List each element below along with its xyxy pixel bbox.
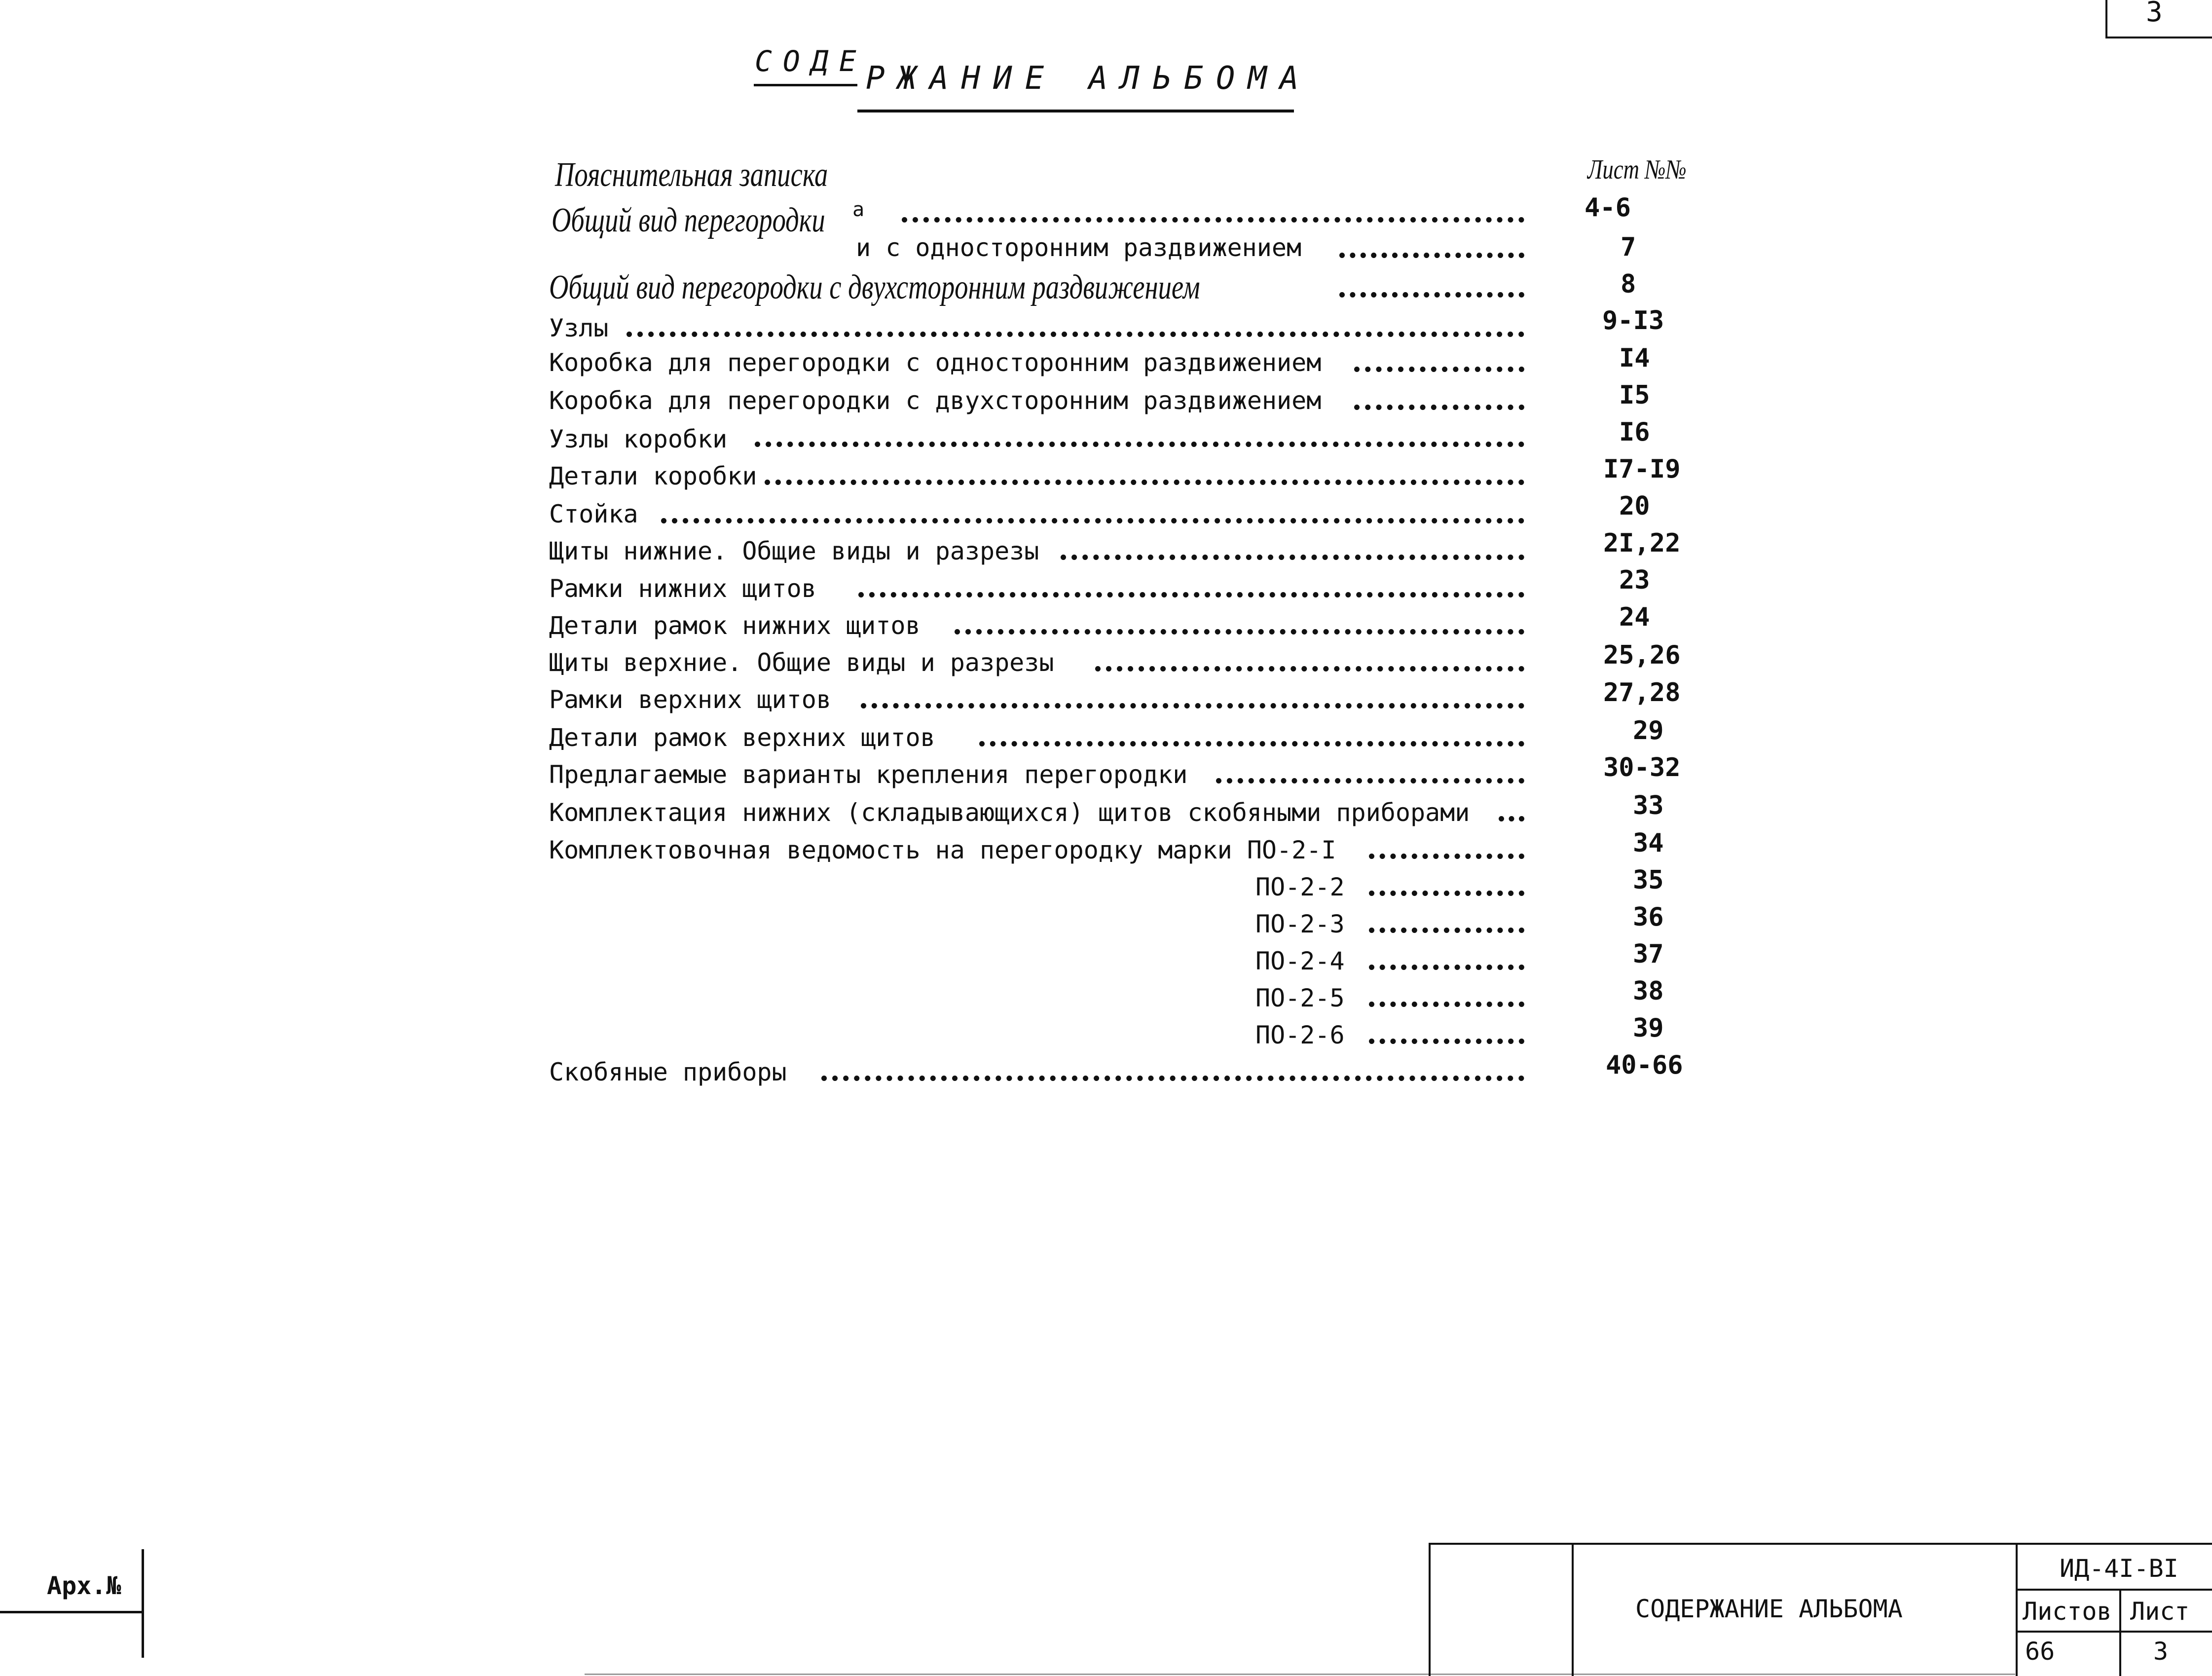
corner-sheet-number: 3 xyxy=(2146,0,2163,28)
contents-row-page: 25,26 xyxy=(1603,640,1681,670)
contents-row-label: ПО-2-6 xyxy=(1255,1021,1345,1049)
contents-row-page: 7 xyxy=(1621,232,1636,262)
contents-row-label: Щиты верхние. Общие виды и разрезы xyxy=(549,648,1054,677)
dot-leader xyxy=(955,629,1524,634)
dot-leader xyxy=(1339,253,1524,258)
contents-row-page: 33 xyxy=(1633,791,1664,820)
contents-row-label: Узлы xyxy=(549,314,609,342)
album-title-part1: СОДЕ xyxy=(755,44,867,78)
contents-row-page: 40-66 xyxy=(1606,1050,1683,1080)
contents-row-label: ПО-2-4 xyxy=(1255,947,1345,975)
sheet-column-header: Лист №№ xyxy=(1587,154,1687,185)
contents-row-label: Узлы коробки xyxy=(549,425,728,453)
contents-row-label: Детали рамок верхних щитов xyxy=(549,723,935,752)
contents-row-label: Комплектация нижних (складывающихся) щитов скобяными приборами xyxy=(549,798,1470,827)
contents-row-label: Скобяные приборы xyxy=(549,1058,787,1086)
contents-row-page: 36 xyxy=(1633,902,1664,932)
superscript-a: а xyxy=(852,198,865,221)
dot-leader xyxy=(661,518,1524,523)
contents-row-page: 30-32 xyxy=(1603,753,1681,782)
contents-row-label: Коробка для перегородки с двухсторонним раздвижением xyxy=(549,386,1322,415)
dot-leader xyxy=(1369,928,1524,933)
dot-leader xyxy=(1216,778,1524,783)
contents-row-page: 38 xyxy=(1633,976,1664,1006)
contents-row-label: ПО-2-5 xyxy=(1255,984,1345,1012)
contents-row-label: и с односторонним раздвижением xyxy=(856,233,1302,262)
contents-row-page: 8 xyxy=(1621,269,1636,299)
contents-row-page: 2I,22 xyxy=(1603,528,1681,558)
contents-row-page: 27,28 xyxy=(1603,678,1681,708)
title-underline-1 xyxy=(754,84,857,86)
dot-leader xyxy=(1354,367,1524,372)
contents-row-page: 39 xyxy=(1633,1013,1664,1043)
dot-leader xyxy=(1369,965,1524,970)
dot-leader xyxy=(858,592,1524,597)
title-block-divider xyxy=(1572,1543,1574,1676)
dot-leader xyxy=(821,1076,1524,1081)
archive-box xyxy=(0,1549,144,1658)
contents-row-label: Пояснительная записка xyxy=(555,156,828,194)
dot-leader xyxy=(1354,405,1524,410)
title-block-divider xyxy=(2016,1631,2212,1633)
contents-row-label: Общий вид перегородки с двухсторонним раздвижением xyxy=(549,268,1200,306)
contents-row-label: Коробка для перегородки с односторонним раздвижением xyxy=(549,348,1322,377)
dot-leader xyxy=(1369,1039,1524,1044)
contents-row-label: Предлагаемые варианты крепления перегородки xyxy=(549,760,1188,789)
archive-number-label: Арх.№ xyxy=(47,1571,121,1600)
sheets-count-label: Листов xyxy=(2023,1597,2112,1626)
album-title-part2: РЖАНИЕ АЛЬБОМА xyxy=(866,60,1312,97)
title-block-divider xyxy=(2119,1589,2121,1676)
title-underline-2 xyxy=(857,110,1294,112)
dot-leader xyxy=(1369,891,1524,896)
dot-leader xyxy=(1095,666,1524,671)
sheets-count-value: 66 xyxy=(2025,1637,2055,1666)
dot-leader xyxy=(1369,854,1524,859)
dot-leader xyxy=(755,442,1524,447)
dot-leader xyxy=(1499,816,1524,821)
title-block-divider xyxy=(2016,1589,2212,1591)
document-code: ИД-4I-BI xyxy=(2060,1554,2178,1583)
dot-leader xyxy=(979,741,1524,746)
dot-leader xyxy=(861,703,1524,708)
title-block-divider xyxy=(2016,1543,2018,1676)
contents-row-page: I5 xyxy=(1619,380,1650,410)
dot-leader xyxy=(1061,555,1524,560)
contents-row-label: Детали рамок нижних щитов xyxy=(549,611,921,640)
contents-row-label: Детали коробки xyxy=(549,462,757,490)
contents-row-page: 4-6 xyxy=(1585,193,1631,223)
dot-leader xyxy=(902,217,1524,223)
contents-row-label: Общий вид перегородки xyxy=(552,201,825,239)
contents-row-page: 34 xyxy=(1633,828,1664,858)
contents-row-page: I7-I9 xyxy=(1603,454,1681,484)
contents-row-page: 20 xyxy=(1619,491,1650,521)
contents-row-page: 37 xyxy=(1633,939,1664,969)
dot-leader xyxy=(627,332,1524,337)
sheet-number-label: Лист xyxy=(2130,1597,2190,1626)
contents-row-page: 29 xyxy=(1633,716,1664,745)
contents-row-page: I6 xyxy=(1619,417,1650,447)
dot-leader xyxy=(1369,1002,1524,1007)
contents-row-label: ПО-2-2 xyxy=(1255,873,1345,901)
dot-leader xyxy=(1339,292,1524,298)
contents-row-label: Рамки верхних щитов xyxy=(549,685,831,714)
contents-row-label: Стойка xyxy=(549,500,638,528)
contents-row-page: I4 xyxy=(1619,343,1650,373)
contents-row-label: Рамки нижних щитов xyxy=(549,574,816,603)
contents-row-page: 23 xyxy=(1619,565,1650,595)
archive-box-divider xyxy=(0,1611,144,1613)
contents-row-page: 9-I3 xyxy=(1602,306,1664,335)
sheet-number-value: 3 xyxy=(2153,1637,2169,1666)
contents-row-page: 35 xyxy=(1633,865,1664,895)
dot-leader xyxy=(765,480,1524,485)
contents-row-label: Щиты нижние. Общие виды и разрезы xyxy=(549,537,1039,565)
contents-row-label: ПО-2-3 xyxy=(1255,910,1345,938)
contents-row-page: 24 xyxy=(1619,602,1650,632)
document-title: СОДЕРЖАНИЕ АЛЬБОМА xyxy=(1635,1595,1903,1623)
contents-row-label: Комплектовочная ведомость на перегородку марки ПО-2-I xyxy=(549,836,1336,864)
